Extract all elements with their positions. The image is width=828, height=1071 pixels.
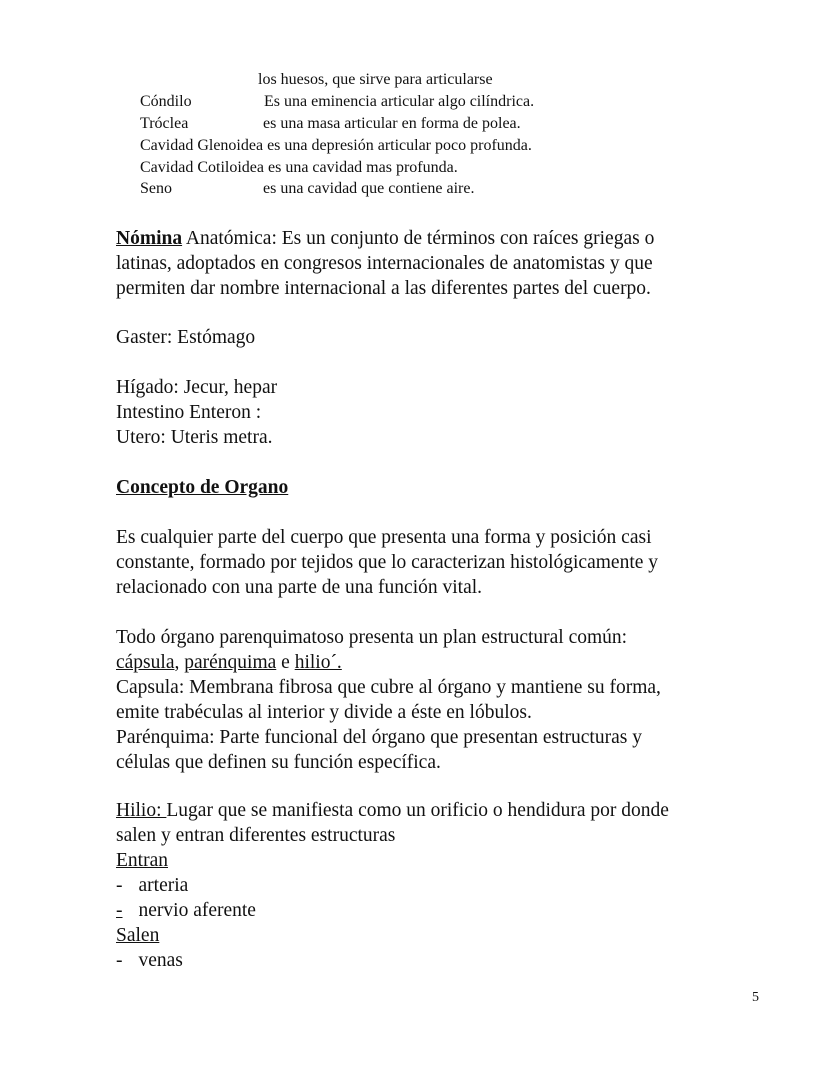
higado-line: Hígado: Jecur, hepar <box>116 377 278 398</box>
term-cavidad-cotiloidea <box>140 157 458 179</box>
term-seno: Seno <box>140 180 172 197</box>
concepto-line-2: constante, formado por tejidos que lo caracterizan histológicamente y <box>116 552 659 573</box>
nomina-line-1 <box>116 226 654 251</box>
dash: - <box>116 900 123 921</box>
dash: - <box>116 875 123 896</box>
item-text: venas <box>138 950 183 971</box>
parenquima-term: parénquima <box>184 652 277 673</box>
entran-item-nervio <box>116 898 256 923</box>
gaster-line: Gaster: Estómago <box>116 327 256 348</box>
term-definition: es una cavidad mas profunda. <box>267 159 458 176</box>
salen-heading: Salen <box>116 925 160 946</box>
entran-heading: Entran <box>116 850 168 871</box>
utero-line: Utero: Uteris metra. <box>116 427 273 448</box>
salen-item-venas <box>116 948 183 973</box>
parenquima-line-1: Parénquima: Parte funcional del órgano que presentan estructuras y <box>116 727 642 748</box>
hilio-line-2: salen y entran diferentes estructuras <box>116 825 396 846</box>
capsula-term: cápsula <box>116 652 175 673</box>
term-label: Cavidad Glenoidea <box>140 137 264 154</box>
term-definition: es una depresión articular poco profunda. <box>267 137 532 154</box>
nomina-heading: Nómina <box>116 228 183 249</box>
hilio-term: hilio´. <box>294 652 342 673</box>
concepto-heading: Concepto de Organo <box>116 477 289 498</box>
intestino-line: Intestino Enteron : <box>116 402 262 423</box>
hilio-text-1: Lugar que se manifiesta como un orificio o hendidura por donde <box>166 800 669 821</box>
term-cavidad-glenoidea <box>140 135 532 157</box>
dash: - <box>116 950 123 971</box>
continuation-line: los huesos, que sirve para articularse <box>258 71 493 88</box>
plan-line-2 <box>116 650 342 675</box>
parenquima-line-2: células que definen su función específica. <box>116 752 441 773</box>
item-text: arteria <box>138 875 189 896</box>
definition-troclea: es una masa articular en forma de polea. <box>263 115 521 132</box>
capsula-line-2: emite trabéculas al interior y divide a éste en lóbulos. <box>116 702 532 723</box>
item-text: nervio aferente <box>138 900 256 921</box>
plan-line-1: Todo órgano parenquimatoso presenta un plan estructural común: <box>116 627 628 648</box>
concepto-line-3: relacionado con una parte de una función vital. <box>116 577 483 598</box>
nomina-line-2: latinas, adoptados en congresos internacionales de anatomistas y que <box>116 253 653 274</box>
hilio-line-1 <box>116 798 669 823</box>
nomina-line-3: permiten dar nombre internacional a las diferentes partes del cuerpo. <box>116 278 651 299</box>
plan-comma: , <box>174 652 185 673</box>
term-condilo: Cóndilo <box>140 93 192 110</box>
capsula-line-1: Capsula: Membrana fibrosa que cubre al órgano y mantiene su forma, <box>116 677 661 698</box>
nomina-text-1: Anatómica: Es un conjunto de términos con raíces griegas o <box>185 228 655 249</box>
definition-condilo: Es una eminencia articular algo cilíndrica. <box>264 93 535 110</box>
page-number: 5 <box>752 990 759 1005</box>
term-label: Cavidad Cotiloidea <box>140 159 264 176</box>
term-troclea: Tróclea <box>140 115 189 132</box>
hilio-heading: Hilio: <box>116 800 167 821</box>
entran-item-arteria <box>116 873 188 898</box>
definition-seno: es una cavidad que contiene aire. <box>263 180 475 197</box>
plan-and: e <box>276 652 295 673</box>
concepto-line-1: Es cualquier parte del cuerpo que presenta una forma y posición casi <box>116 527 652 548</box>
